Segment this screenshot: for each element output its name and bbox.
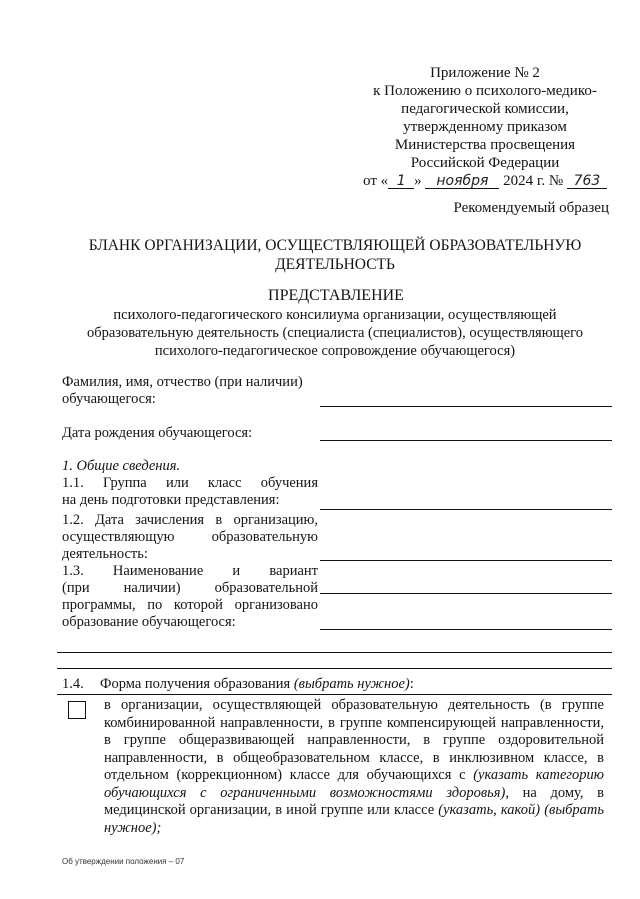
appendix-title: Приложение № 2 [430,65,540,81]
option-hint: (указать категорию обучающихся с ограниченными возможностями здоровья) [104,767,605,801]
label-line: 1.3. Наименование и вариант [62,563,318,579]
label-line: осуществляющую образовательную [62,529,318,545]
student-name-field[interactable] [320,406,612,407]
appendix-line: педагогической комиссии, [401,101,569,117]
order-date-line [360,172,610,190]
item-number: 1.4. [62,676,84,692]
label-line: обучающегося: [62,391,156,407]
label-colon: : [409,676,414,692]
option-text: , на дому, в медицинской организации, в иной группе или классе [104,784,604,818]
in-organization-checkbox[interactable] [68,701,86,719]
label-line: образование обучающегося: [62,614,236,630]
appendix-line: Российской Федерации [410,155,560,171]
label-line: деятельность: [62,546,148,562]
appendix-line: к Положению о психолого-медико- [373,83,597,99]
separator-line [57,668,612,669]
organization-blank-title [60,236,610,274]
program-field-line-1[interactable] [320,593,612,594]
birthdate-label: Дата рождения обучающегося: [62,425,253,441]
option-hint: (указать, какой) (выбрать нужное); [104,802,605,836]
separator-line [57,652,612,653]
recommended-sample-label: Рекомендуемый образец [453,200,609,216]
label-line: (при наличии) образовательной [62,580,318,596]
blank-title-line: ДЕЯТЕЛЬНОСТЬ [275,256,395,273]
blank-title-line: БЛАНК ОРГАНИЗАЦИИ, ОСУЩЕСТВЛЯЮЩЕЙ ОБРАЗОВАТЕЛЬНУЮ [88,237,582,254]
student-name-label [62,374,318,408]
label-line: 1.1. Группа или класс обучения [62,475,318,491]
appendix-header [360,64,610,190]
date-prefix: от « [363,173,389,189]
label-line: на день подготовки представления: [62,492,280,508]
option-text: в организации, осуществляющей образовательную деятельность (в группе комбинированной направленности, в группе компенсирующей направленности, в группе общеразвивающей направленности, в группе оздоровительной направленности, в общеобразовательном классе, в инклюзивном классе, в отдельном (коррекционном) классе для обучающихся с [104,697,604,783]
item-1-3-label [62,563,318,631]
enrollment-date-field[interactable] [320,560,612,561]
in-organization-option-text [104,697,604,837]
label-line: Фамилия, имя, отчество (при наличии) [62,374,303,390]
general-info-heading: 1. Общие сведения. [62,458,181,474]
label-line: программы, по которой организовано [62,597,318,613]
subtitle-line: психолого-педагогического консилиума организации, осуществляющей [113,307,557,323]
class-group-field[interactable] [320,509,612,510]
appendix-line: Министерства просвещения [394,137,576,153]
appendix-line: утвержденному приказом [403,119,567,135]
label-line: 1.2. Дата зачисления в организацию, [62,512,318,528]
education-form-row [62,676,414,693]
item-1-2-label [62,512,318,563]
handwritten-month: ноября [436,173,489,189]
footer-note: Об утверждении положения – 07 [62,857,185,866]
separator-line [57,694,612,695]
subtitle-line: психолого-педагогическое сопровождение обучающегося) [154,343,516,359]
subtitle-line: образовательную деятельность (специалиста (специалистов), осуществляющего [86,325,583,341]
education-form-hint: (выбрать нужное) [293,676,410,692]
birthdate-field[interactable] [320,440,612,441]
date-mid: » [414,173,422,189]
representation-title: ПРЕДСТАВЛЕНИЕ [268,287,404,304]
item-1-1-label [62,475,318,509]
program-field-line-2[interactable] [320,629,612,630]
date-year: 2024 г. № [503,173,564,189]
representation-subtitle [60,306,610,360]
education-form-label: Форма получения образования [100,676,294,692]
handwritten-day: 1 [396,173,406,189]
handwritten-order-number: 763 [573,173,601,189]
